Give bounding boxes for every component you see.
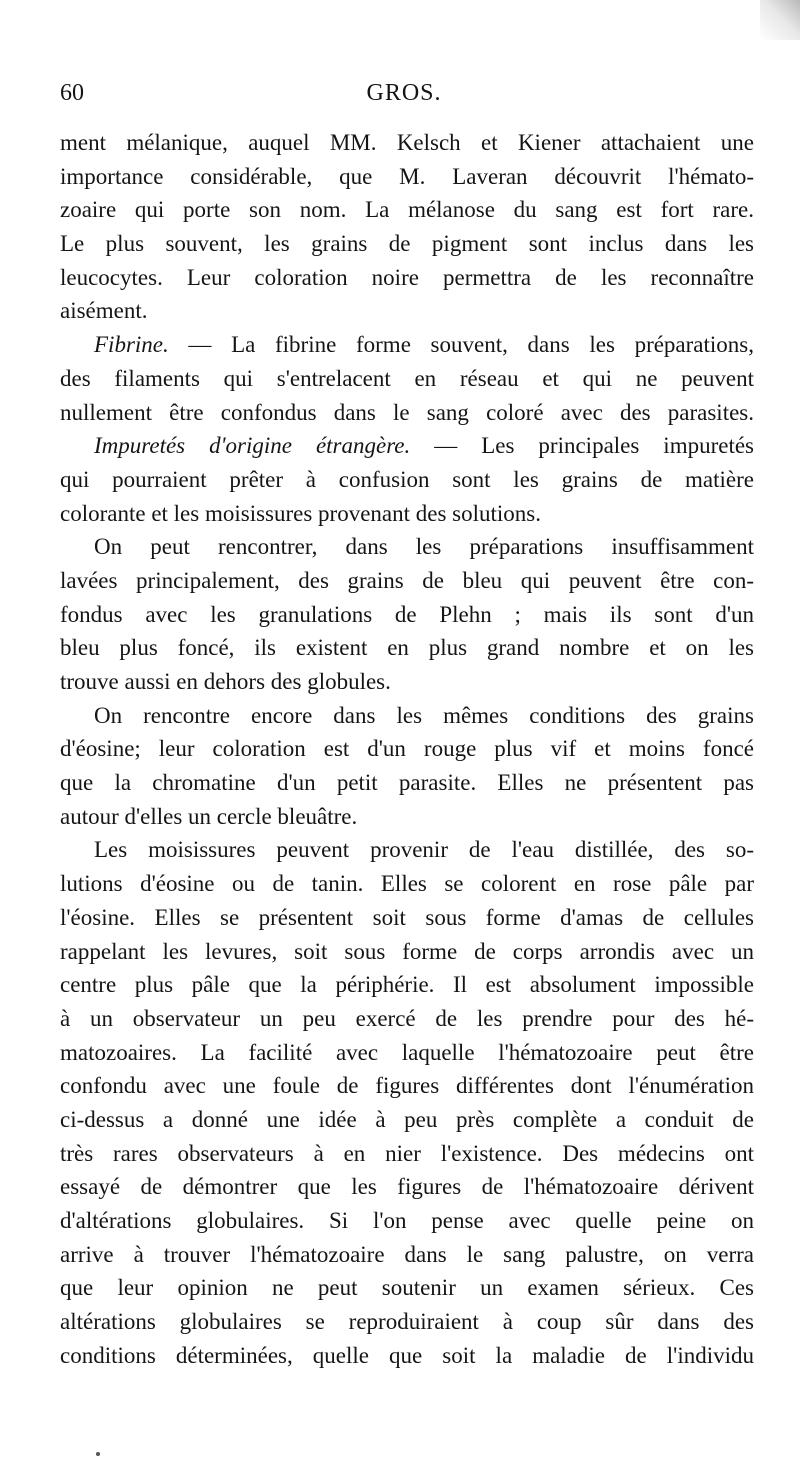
line-text: à un observateur un peu exercé de les prendre pour des hé- [60,1005,754,1031]
line-text: altérations globulaires se reproduiraient à coup sûr dans des [60,1309,754,1335]
text-line [60,800,754,834]
line-text: centre plus pâle que la périphérie. Il est absolument impossible [60,972,754,998]
line-text: lavées principalement, des grains de bleu qui peuvent être con- [60,567,754,593]
text-line [60,1002,754,1036]
line-text: Les moisissures peuvent provenir de l'eau distillée, des so- [94,837,754,863]
page-edge-shadow [760,0,800,40]
line-text: très rares observateurs à en nier l'existence. Des médecins ont [60,1140,754,1166]
text-line [60,1137,754,1171]
line-text: colorante et les moisissures provenant des solutions. [60,500,542,526]
text-line [60,1204,754,1238]
text-line [60,160,754,194]
line-text: des filaments qui s'entrelacent en réseau et qui ne peuvent [60,365,754,391]
text-line [60,1069,754,1103]
text-line [60,126,754,160]
text-line [60,227,754,261]
line-text: qui pourraient prêter à confusion sont les grains de matière [60,466,754,492]
line-text: d'éosine; leur coloration est d'un rouge plus vif et moins foncé [60,736,754,762]
text-line [60,968,754,1002]
text-line [60,1305,754,1339]
text-line [60,396,754,430]
text-line [60,867,754,901]
text-line [60,1339,754,1373]
text-line [60,463,754,497]
text-line [60,362,754,396]
line-text: fondus avec les granulations de Plehn ; mais ils sont d'un [60,601,754,627]
text-line [60,1170,754,1204]
running-head [60,80,748,114]
line-text: d'altérations globulaires. Si l'on pense avec quelle peine on [60,1208,754,1233]
text-line [60,1103,754,1137]
italic-heading: Impuretés d'origine étrangère. [94,433,411,459]
line-text: — Les principales impuretés [410,433,755,459]
text-line [60,665,754,699]
line-text: aisément. [60,298,148,324]
line-text: On peut rencontrer, dans les préparations insuffisamment [94,534,754,560]
ink-speck [96,1452,100,1456]
line-text: — La fibrine forme souvent, dans les préparations, [168,332,754,358]
running-title: GROS. [366,80,442,106]
page-number: 60 [60,80,84,106]
text-line [60,631,754,665]
line-text: zoaire qui porte son nom. La mélanose du sang est fort rare. [60,197,754,223]
text-line [60,732,754,766]
line-text: ci-dessus a donné une idée à peu près complète a conduit de [60,1106,754,1132]
text-line [60,833,754,867]
line-text: conditions déterminées, quelle que soit la maladie de l'individu [60,1342,754,1368]
text-line [60,328,754,362]
line-text: importance considérable, que M. Laveran découvrit l'hémato- [60,163,754,189]
line-text: ment mélanique, auquel MM. Kelsch et Kiener attachaient une [60,130,754,155]
text-line [60,261,754,295]
text-line [60,598,754,632]
line-text: lutions d'éosine ou de tanin. Elles se colorent en rose pâle par [60,871,754,897]
line-text: trouve aussi en dehors des globules. [60,669,391,694]
body-text [60,126,754,1372]
text-line [60,294,754,328]
line-text: rappelant les levures, soit sous forme de corps arrondis avec un [60,938,754,964]
text-line [60,766,754,800]
text-line [60,530,754,564]
line-text: que leur opinion ne peut soutenir un examen sérieux. Ces [60,1275,754,1301]
line-text: bleu plus foncé, ils existent en plus grand nombre et on les [60,635,754,661]
line-text: arrive à trouver l'hématozoaire dans le sang palustre, on verra [60,1241,754,1267]
line-text: nullement être confondus dans le sang coloré avec des parasites. [60,399,754,425]
text-line [60,497,754,531]
text-line [60,1271,754,1305]
line-text: leucocytes. Leur coloration noire permettra de les reconnaître [60,264,754,290]
text-line [60,699,754,733]
text-line [60,1238,754,1272]
italic-heading: Fibrine. [94,332,169,358]
line-text: matozoaires. La facilité avec laquelle l'hématozoaire peut être [60,1039,754,1065]
text-line [60,935,754,969]
text-line [60,564,754,598]
line-text: que la chromatine d'un petit parasite. Elles ne présentent pas [60,770,754,796]
line-text: essayé de démontrer que les figures de l'hématozoaire dérivent [60,1174,754,1200]
line-text: autour d'elles un cercle bleuâtre. [60,803,358,829]
line-text: l'éosine. Elles se présentent soit sous forme d'amas de cellules [60,904,754,930]
text-line [60,901,754,935]
text-line [60,429,754,463]
text-line [60,1036,754,1070]
line-text: Le plus souvent, les grains de pigment sont inclus dans les [60,231,754,257]
line-text: confondu avec une foule de figures différentes dont l'énumération [60,1073,754,1099]
line-text: On rencontre encore dans les mêmes conditions des grains [94,702,754,728]
text-line [60,193,754,227]
